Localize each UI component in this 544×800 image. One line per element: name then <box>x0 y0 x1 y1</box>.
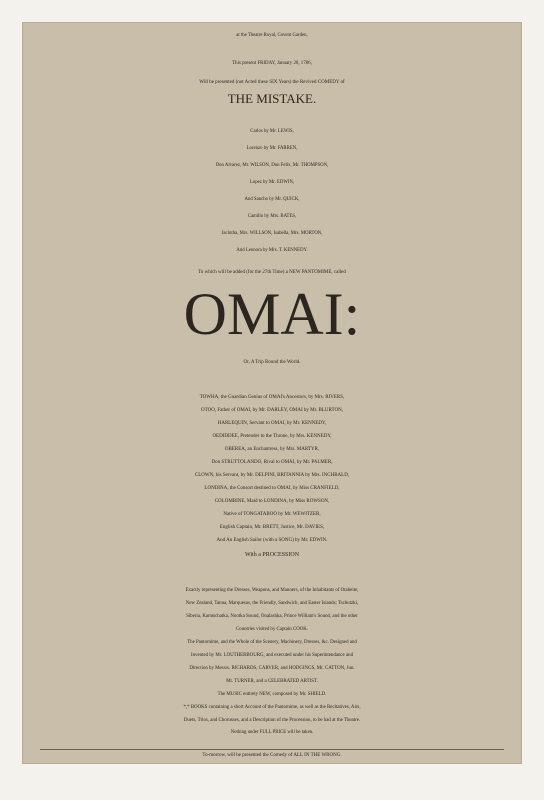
procession-heading: With a PROCESSION <box>244 552 300 558</box>
afterpiece-subtitle: Or, A Trip Round the World. <box>243 360 301 365</box>
cast-line: Lopez by Mr. EDWIN, <box>249 180 295 185</box>
body-line: Countries visited by Captain COOK. <box>235 627 309 632</box>
playbill-sheet <box>22 22 522 764</box>
pantomime-cast-line: Native of TONGATABOO by Mr. WEWITZER, <box>223 512 321 517</box>
pantomime-cast-line: Don STRUTTOLANDO, Rival to OMAI, by Mr. PALMER, <box>211 460 333 465</box>
tomorrow-note: To-morrow, will be presented the Comedy of ALL IN THE WRONG. <box>202 753 342 758</box>
pantomime-cast-line: OEDIDDEE, Pretender to the Throne, by Mrs. KENNEDY, <box>212 434 332 439</box>
pantomime-cast-line: OTOO, Father of OMAI, by Mr. DARLEY, OMAI by Mr. BLURTON, <box>201 408 343 413</box>
body-line: Siberia, Kamtschatka, Nootka Sound, Onalashka, Prince William's Sound, and the other <box>186 614 358 619</box>
cast-line: And Sancho by Mr. QUICK, <box>244 197 300 202</box>
cast-line: Carlos by Mr. LEWIS, <box>250 129 294 134</box>
cast-line: Jacintha, Mrs. WILLSON, Isabella, Mrs. MORTON, <box>221 231 323 236</box>
body-line: The MUSIC entirely NEW, composed by Mr. SHIELD. <box>217 692 327 697</box>
cast-line: Don Alvarez, Mr. WILSON, Don Felix, Mr. THOMPSON, <box>215 163 329 168</box>
pantomime-cast-line: OBEREA, an Enchantress, by Mrs. MARTYR, <box>224 447 320 452</box>
pantomime-cast-line: CLOWN, his Servant, by Mr. DELPINI, BRITANNIA by Mrs. INCHBALD, <box>194 473 350 478</box>
afterpiece-intro: To which will be added (for the 27th Time) a NEW PANTOMIME, called <box>198 270 346 275</box>
date-line: This present FRIDAY, January 20, 1786, <box>232 61 312 66</box>
divider-rule <box>40 749 504 750</box>
body-line: Duets, Trios, and Chorusses, and a Description of the Procession, to be had at the Theatre. <box>183 718 361 723</box>
body-line: Direction by Messrs. RICHARDS, CARVER, and HODGINGS, Mr. CATTON, Jun. <box>189 666 355 671</box>
venue-heading: at the Theatre Royal, Covent Garden, <box>236 33 308 38</box>
pantomime-cast-line: HARLEQUIN, Servant to OMAI, by Mr. KENNEDY, <box>217 421 327 426</box>
pantomime-cast-line: And An English Sailor (with a SONG) by Mr. EDWIN. <box>216 538 328 543</box>
cast-line: Camillo by Mrs. BATES, <box>247 214 297 219</box>
cast-line: Lorenzo by Mr. FARREN, <box>246 146 298 151</box>
pantomime-cast-line: LONDINA, the Consort destined to OMAI, by Miss CRANFIELD, <box>204 486 340 491</box>
body-line: Mr. TURNER, and a CELEBRATED ARTIST. <box>226 679 318 684</box>
pantomime-cast-line: English Captain, Mr. BRETT, Justice, Mr. DAVIES, <box>219 525 325 530</box>
body-line: *,* BOOKS containing a short Account of the Pantomime, as well as the Recitatives, Airs, <box>183 705 361 710</box>
pantomime-cast-line: COLOMBINE, Maid to LONDINA, by Miss ROWSON, <box>214 499 330 504</box>
body-line: New Zealand, Tanna, Marquesas, the Friendly, Sandwich, and Easter Islands; Tschutzki, <box>185 601 359 606</box>
price-note: Nothing under FULL PRICE will be taken. <box>230 730 314 735</box>
cast-line: And Leonora by Mrs. T. KENNEDY. <box>236 248 308 253</box>
body-line: Invented by Mr. LOUTHERBOURG, and executed under his Superintendance and <box>190 653 354 658</box>
play-title: THE MISTAKE. <box>227 91 317 106</box>
body-line: Exactly representing the Dresses, Weapons, and Manners, of the Inhabitants of Otaheite, <box>185 588 359 593</box>
body-line: The Pantomime, and the Whole of the Scenery, Machinery, Dresses, &c. Designed and <box>187 640 357 645</box>
intro-line: Will be presented (not Acted these SIX Years) the Revived COMEDY of <box>199 80 345 85</box>
pantomime-cast-line: TOWHA, the Guardian Genius of OMAI's Ancestors, by Mrs. RIVERS, <box>199 395 345 400</box>
afterpiece-title: OMAI: <box>183 281 361 347</box>
